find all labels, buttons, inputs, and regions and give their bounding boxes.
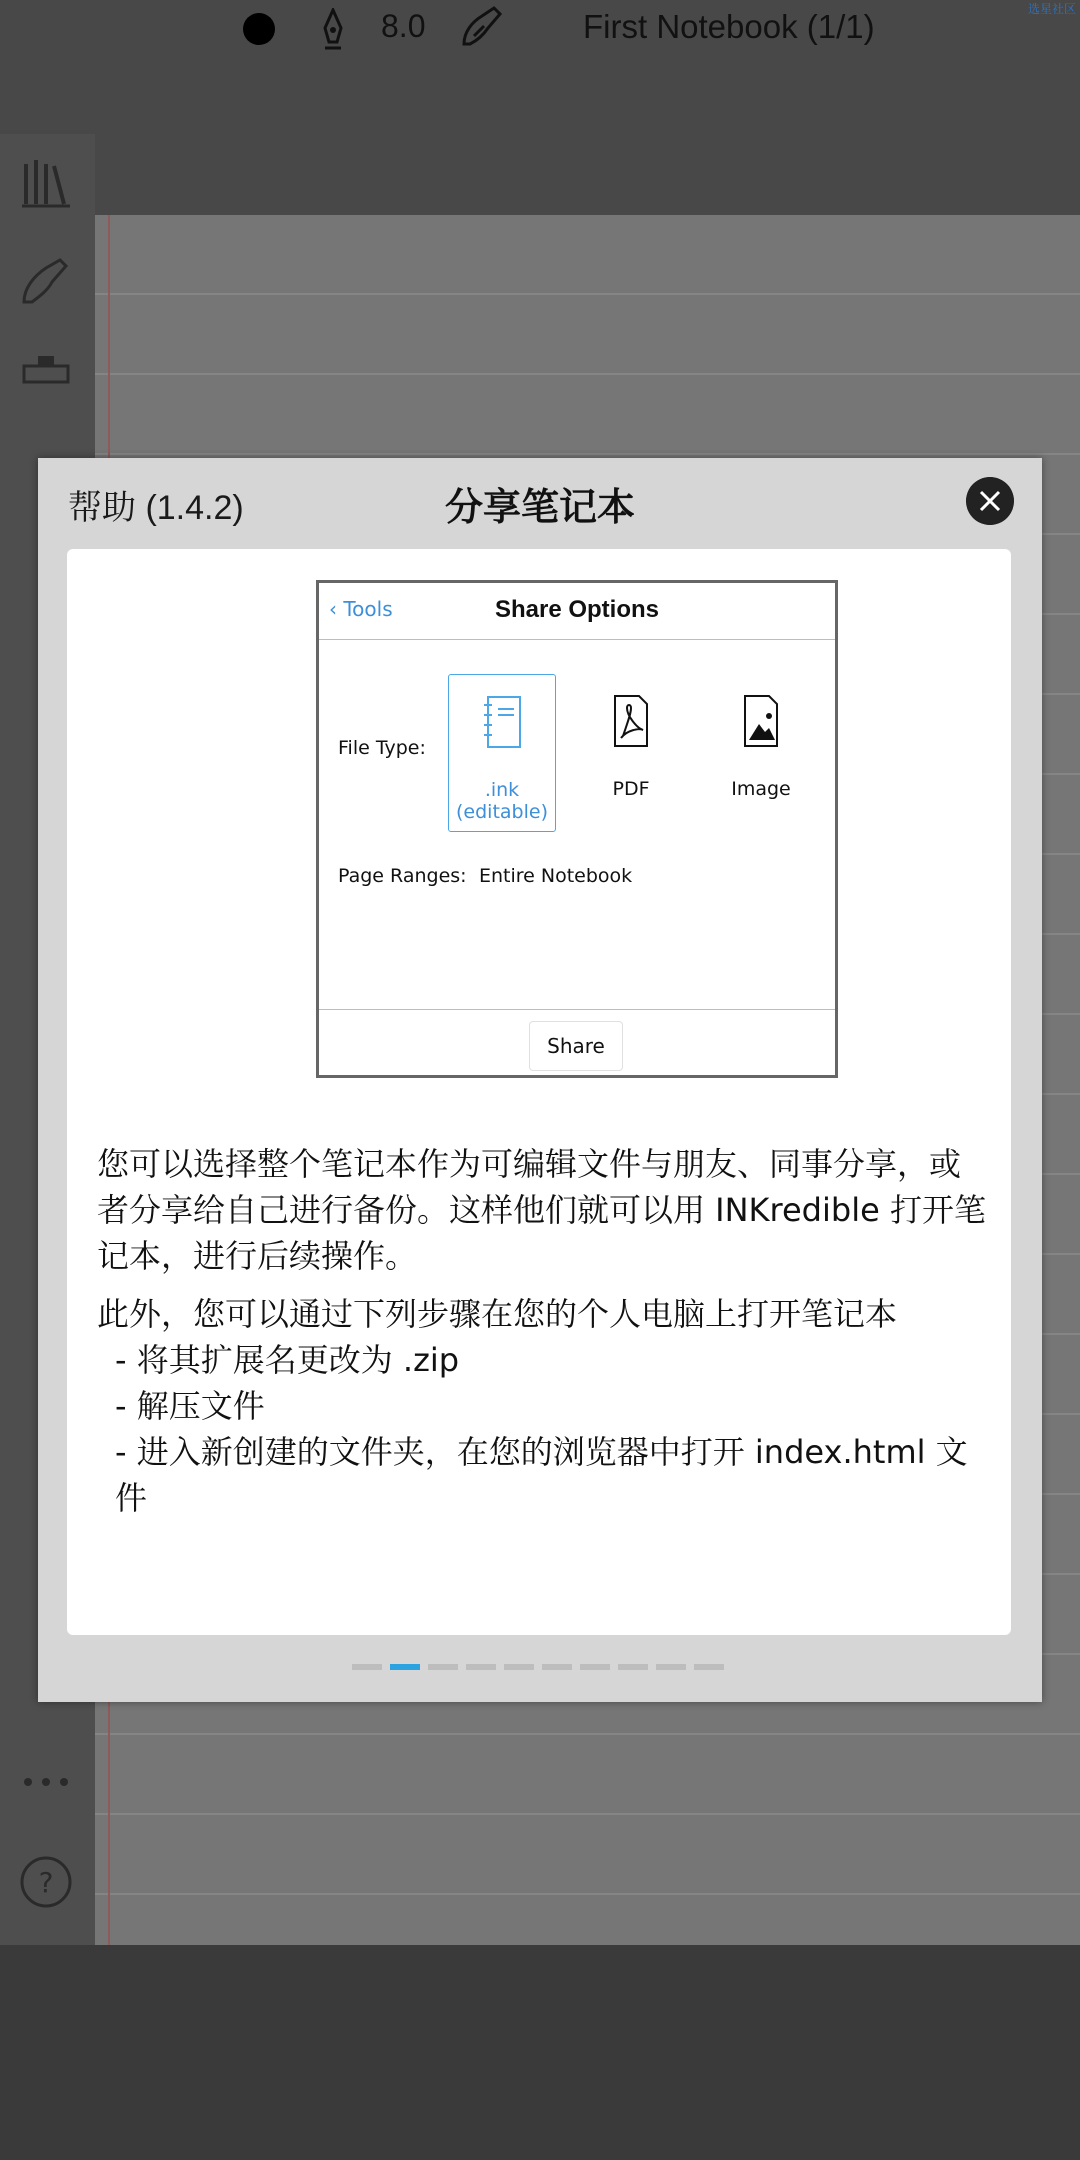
help-paragraph-2: 此外，您可以通过下列步骤在您的个人电脑上打开笔记本 [97,1295,898,1333]
help-content-card [67,549,1011,1635]
file-type-pdf [578,674,684,830]
bottom-area [0,1945,1080,2160]
share-options-divider [319,1009,835,1010]
share-options-screenshot [316,580,838,1078]
page-dot[interactable] [542,1664,572,1670]
page-ranges-value: Entire Notebook [479,865,633,887]
page-dot[interactable] [694,1664,724,1670]
pen-nib-icon[interactable] [315,8,351,52]
pen-size-value[interactable]: 8.0 [381,8,426,44]
more-icon[interactable] [18,1754,74,1810]
pdf-icon [611,694,651,750]
color-dot-icon[interactable] [243,13,275,45]
page-dot-active[interactable] [390,1664,420,1670]
page-dot[interactable] [466,1664,496,1670]
file-type-pdf-label: PDF [612,778,650,800]
page-dot[interactable] [618,1664,648,1670]
library-icon[interactable] [18,154,74,210]
help-steps-list [97,1337,987,1521]
watermark: 选星社区 [1027,2,1076,16]
file-type-label: File Type: [338,737,426,759]
page-dot[interactable] [656,1664,686,1670]
share-options-header [319,583,835,640]
share-options-title: Share Options [494,596,660,623]
page-dot[interactable] [352,1664,382,1670]
file-type-ink [448,674,556,832]
file-type-image [708,674,814,830]
page-dot[interactable] [580,1664,610,1670]
help-step: - 将其扩展名更改为 .zip [115,1341,460,1379]
close-icon[interactable] [966,477,1014,525]
help-dialog [38,458,1042,1702]
svg-text:?: ? [38,1866,54,1899]
help-version: 帮助 (1.4.2) [68,489,244,527]
image-file-icon [741,694,781,750]
page-dot[interactable] [428,1664,458,1670]
pen-hand-icon[interactable] [18,254,74,310]
notebook-icon [482,695,522,751]
file-type-ink-label: .ink (editable) [456,779,548,823]
page-ranges-label: Page Ranges: [338,865,467,887]
hand-draw-icon[interactable] [458,4,506,50]
eraser-icon[interactable] [18,344,74,400]
notebook-title[interactable]: First Notebook (1/1) [583,8,875,45]
help-step: - 解压文件 [115,1387,265,1425]
help-icon[interactable] [18,1854,74,1910]
back-label: Tools [343,597,393,621]
top-toolbar [0,0,1080,215]
share-button: Share [529,1021,623,1071]
help-step: - 进入新创建的文件夹，在您的浏览器中打开 index.html 文件 [115,1433,968,1517]
help-paragraph-1: 您可以选择整个笔记本作为可编辑文件与朋友、同事分享，或者分享给自己进行备份。这样他们就可以用 INKredible 打开笔记本，进行后续操作。 [97,1145,986,1275]
chevron-left-icon: ‹ [329,597,344,621]
file-type-image-label: Image [731,778,791,800]
dialog-title: 分享笔记本 [444,485,635,529]
page-dot[interactable] [504,1664,534,1670]
